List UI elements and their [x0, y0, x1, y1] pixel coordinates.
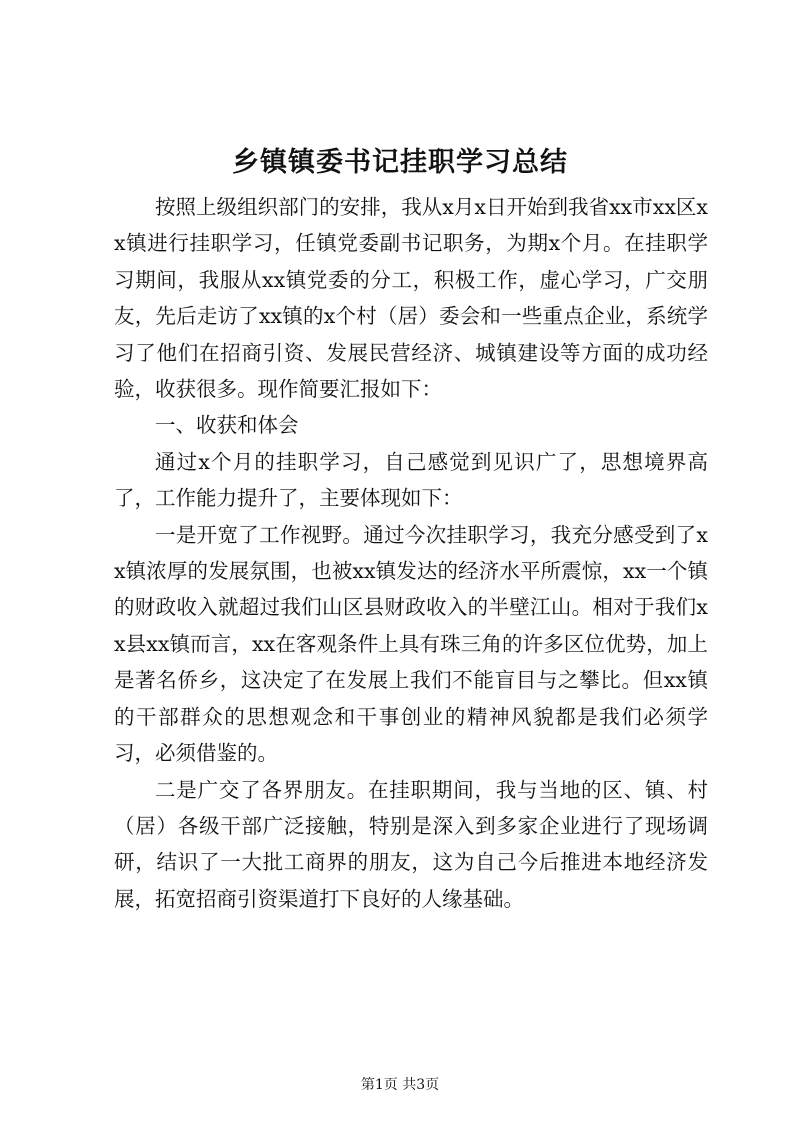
- page-footer: 第1页 共3页: [360, 1077, 440, 1093]
- paragraph-summary: 通过x个月的挂职学习，自己感觉到见识广了，思想境界高了，工作能力提升了，主要体现如下：: [114, 449, 708, 511]
- paragraph-point-two: 二是广交了各界朋友。在挂职期间，我与当地的区、镇、村（居）各级干部广泛接触，特别是深入到多家企业进行了现场调研，结识了一大批工商界的朋友，这为自己今后推进本地经济发展，拓宽招商引资渠道打下良好的人缘基础。: [114, 777, 708, 911]
- paragraph-point-one: 一是开宽了工作视野。通过今次挂职学习，我充分感受到了xx镇浓厚的发展氛围，也被xx镇发达的经济水平所震惊，xx一个镇的财政收入就超过我们山区县财政收入的半壁江山。相对于我们xx县xx镇而言，xx在客观条件上具有珠三角的许多区位优势，加上是著名侨乡，这决定了在发展上我们不能盲目与之攀比。但xx镇的干部群众的思想观念和干事创业的精神风貌都是我们必须学习，必须借鉴的。: [114, 522, 708, 766]
- paragraph-intro: 按照上级组织部门的安排，我从x月x日开始到我省xx市xx区xx镇进行挂职学习，任镇党委副书记职务，为期x个月。在挂职学习期间，我服从xx镇党委的分工，积极工作，虚心学习，广交朋友，先后走访了xx镇的x个村（居）委会和一些重点企业，系统学习了他们在招商引资、发展民营经济、城镇建设等方面的成功经验，收获很多。现作简要汇报如下：: [114, 195, 708, 402]
- document-body: [114, 189, 708, 917]
- document-title: 乡镇镇委书记挂职学习总结: [232, 147, 568, 178]
- section-heading-gains: 一、收获和体会: [155, 413, 299, 438]
